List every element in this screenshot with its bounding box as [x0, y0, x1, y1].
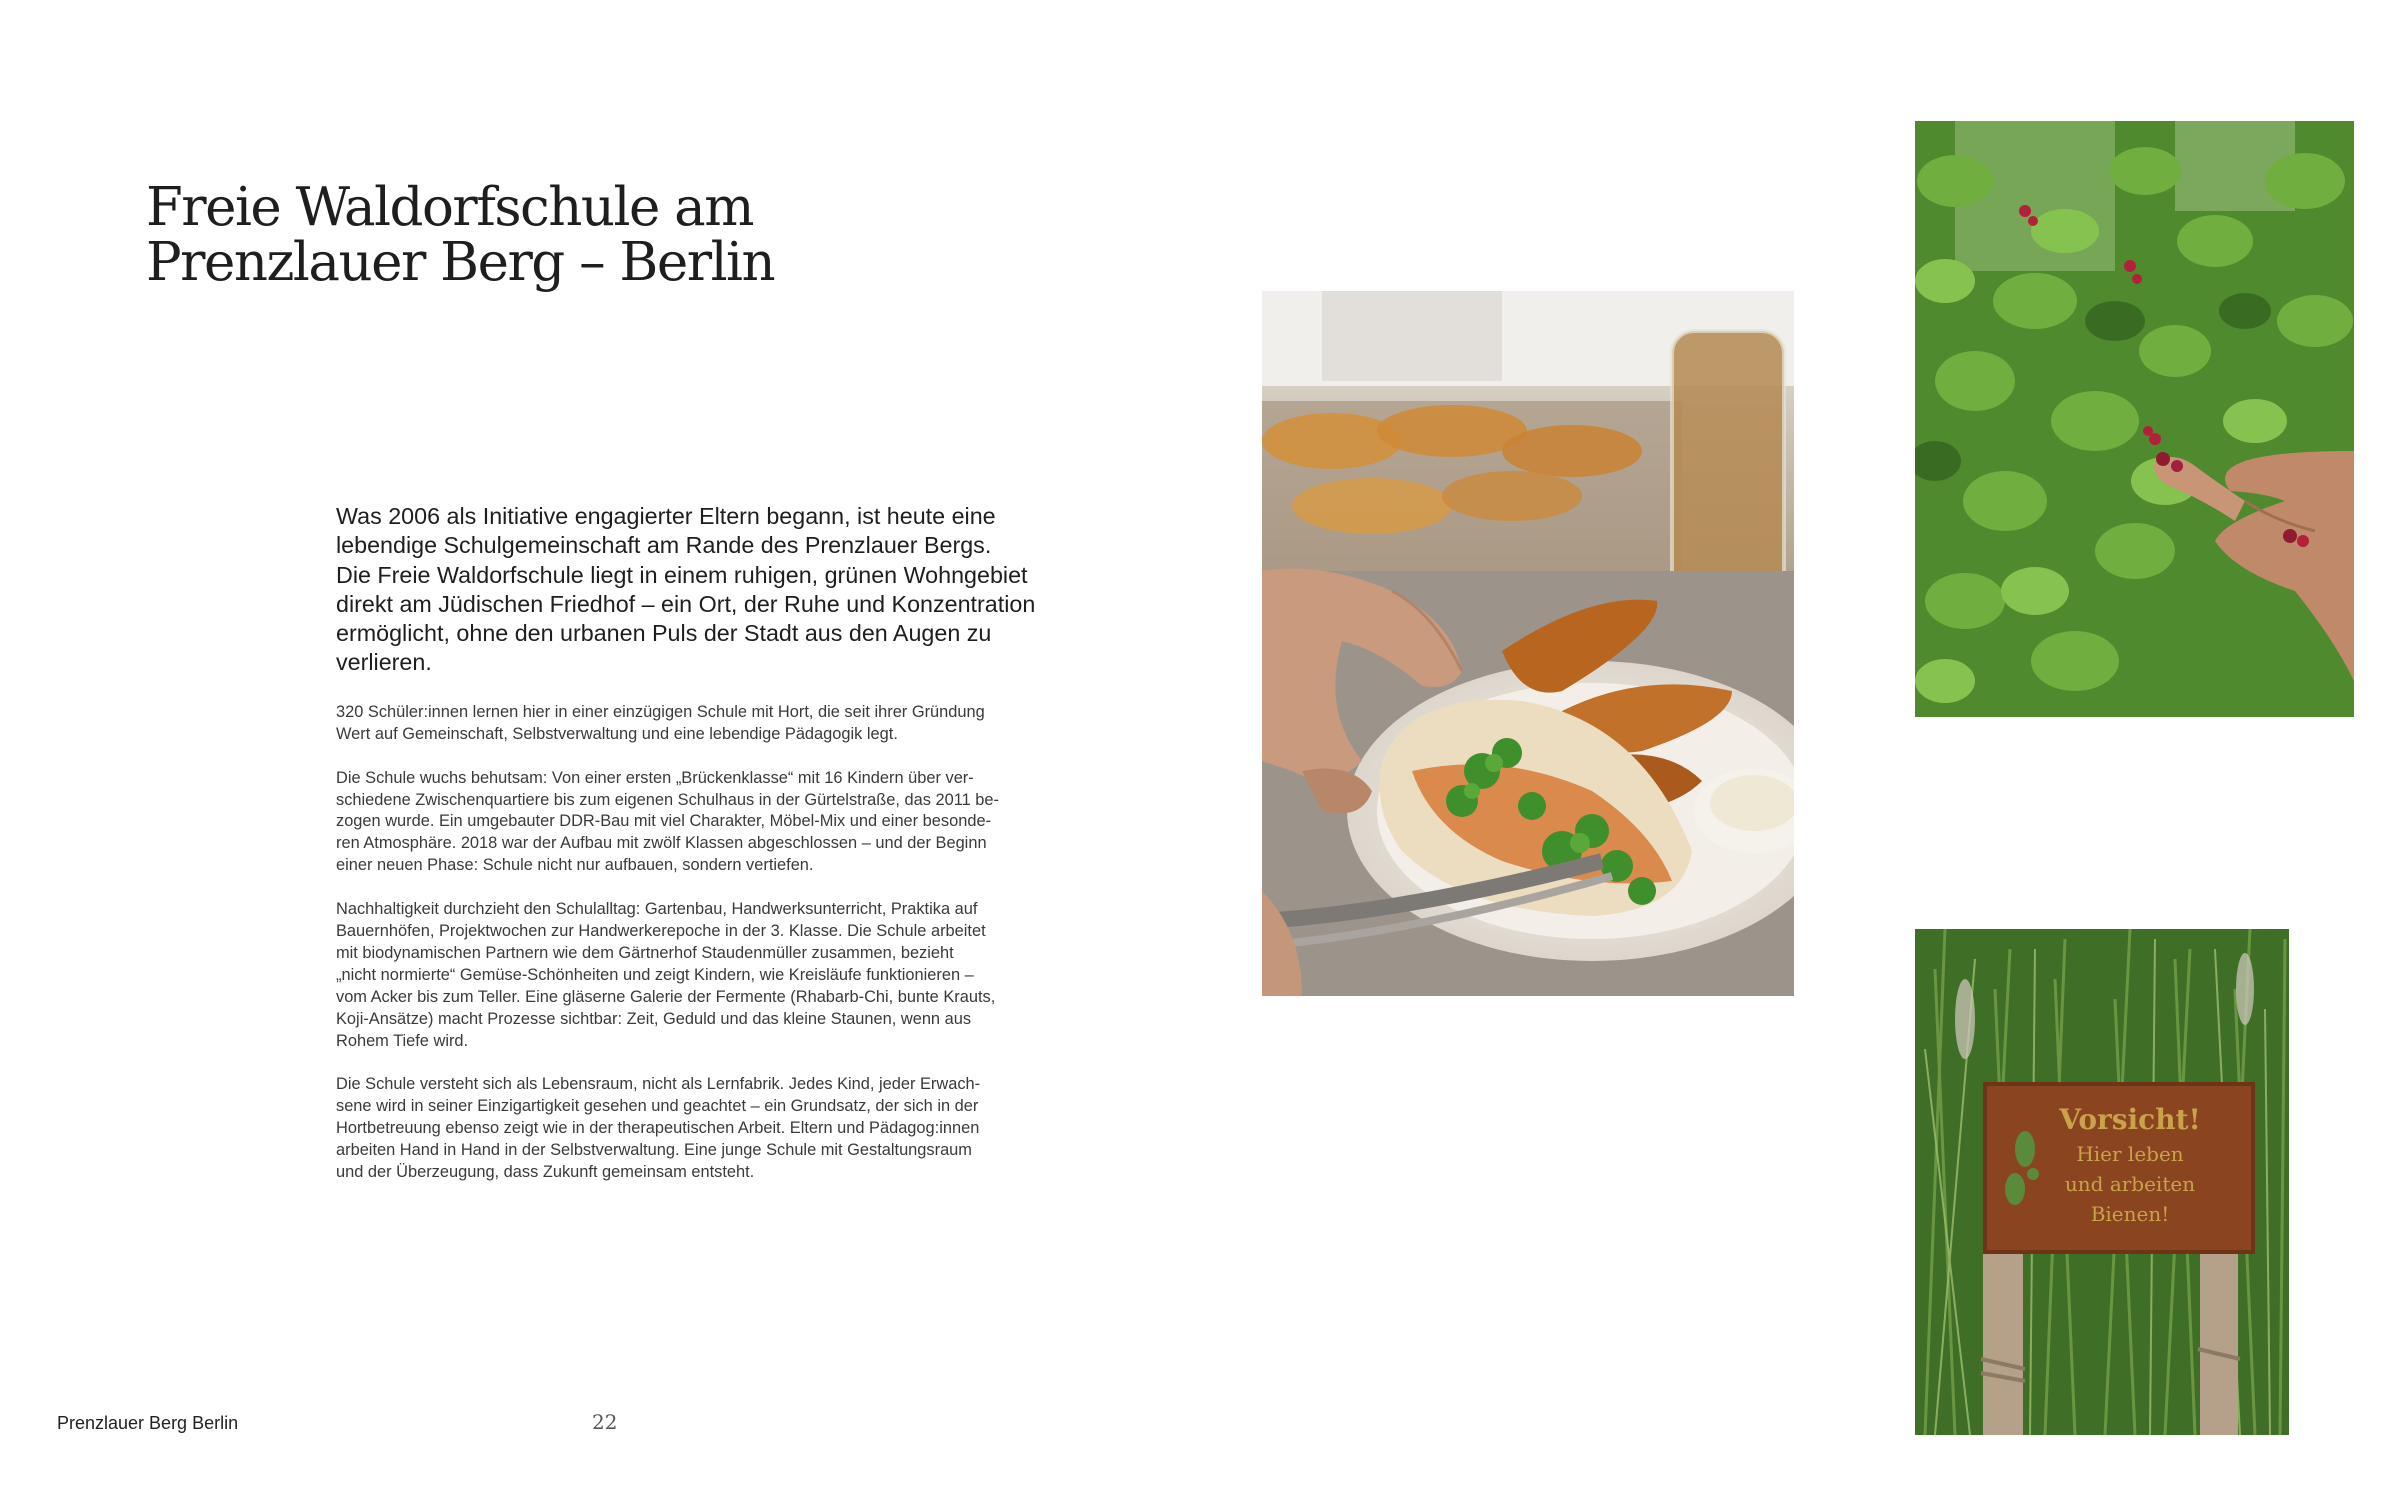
body-line: Nachhaltigkeit durchzieht den Schulalltag: Gartenbau, Handwerksunterricht, Praktika auf: [336, 900, 978, 919]
body-line: schiedene Zwischenquartiere bis zum eigenen Schulhaus in der Gürtelstraße, das 2011 be-: [336, 790, 999, 809]
body-line: einer neuen Phase: Schule nicht nur aufbauen, sondern vertiefen.: [336, 856, 814, 875]
running-footer: Prenzlauer Berg Berlin: [57, 1413, 239, 1433]
sign-text-line: und arbeiten: [2064, 1172, 2196, 1196]
body-line: mit biodynamischen Partnern wie dem Gärtnerhof Staudenmüller zusammen, bezieht: [336, 943, 954, 962]
berries-photo-illustration: [1915, 121, 2354, 717]
sign-text-line: Hier leben: [2076, 1142, 2184, 1166]
bee-sign-photo-illustration: [1915, 929, 2289, 1435]
page-title: [146, 177, 775, 293]
body-line: Wert auf Gemeinschaft, Selbstverwaltung und eine lebendige Pädagogik legt.: [336, 724, 898, 743]
article-text: [336, 502, 1056, 1206]
body-line: sene wird in seiner Einzigartigkeit gesehen und geachtet – ein Grundsatz, der sich in der: [336, 1097, 979, 1116]
body-line: arbeiten Hand in Hand in der Selbstverwaltung. Eine junge Schule mit Gestaltungsraum: [336, 1141, 972, 1160]
body-line: Die Schule versteht sich als Lebensraum, nicht als Lernfabrik. Jedes Kind, jeder Erwach-: [336, 1075, 981, 1094]
body-line: ren Atmosphäre. 2018 war der Aufbau mit zwölf Klassen abgeschlossen – und der Beginn: [336, 834, 987, 853]
title-line: Prenzlauer Berg – Berlin: [146, 232, 775, 293]
body-line: vom Acker bis zum Teller. Eine gläserne Galerie der Fermente (Rhabarb-Chi, bunte Krauts,: [336, 987, 996, 1006]
title-line: Freie Waldorfschule am: [146, 177, 754, 238]
body-paragraph-history: [336, 768, 1056, 878]
body-paragraph-sustainability: [336, 899, 1056, 1052]
sign-text-line: Bienen!: [2090, 1202, 2170, 1226]
body-line: zogen wurde. Ein umgebauter DDR-Bau mit viel Charakter, Möbel-Mix und einer besonde-: [336, 812, 992, 831]
body-line: Rohem Tiefe wird.: [336, 1031, 469, 1050]
page-number: 22: [592, 1410, 618, 1434]
body-paragraph-community: [336, 1074, 1056, 1184]
body-line: Koji-Ansätze) macht Prozesse sichtbar: Zeit, Geduld und das kleine Staunen, wenn aus: [336, 1009, 972, 1028]
sign-text-line: Vorsicht!: [2059, 1103, 2201, 1136]
food-photo-illustration: [1262, 291, 1794, 996]
body-line: „nicht normierte“ Gemüse-Schönheiten und zeigt Kindern, wie Kreisläufe funktionieren –: [336, 965, 974, 984]
berries-photo: [1915, 121, 2354, 717]
lead-line: verlieren.: [336, 649, 432, 676]
body-paragraph-students: [336, 702, 1056, 746]
lead-line: direkt am Jüdischen Friedhof – ein Ort, der Ruhe und Konzentration: [336, 590, 1036, 617]
bee-sign-photo: [1915, 929, 2289, 1435]
lead-line: Die Freie Waldorfschule liegt in einem ruhigen, grünen Wohngebiet: [336, 561, 1028, 588]
body-line: Die Schule wuchs behutsam: Von einer ersten „Brückenklasse“ mit 16 Kindern über ver-: [336, 768, 974, 787]
food-photo: [1262, 291, 1794, 996]
body-line: Bauernhöfen, Projektwochen zur Handwerkerepoche in der 3. Klasse. Die Schule arbeitet: [336, 922, 986, 941]
lead-line: ermöglicht, ohne den urbanen Puls der Stadt aus den Augen zu: [336, 620, 992, 647]
body-line: 320 Schüler:innen lernen hier in einer einzügigen Schule mit Hort, die seit ihrer Gründung: [336, 702, 985, 721]
lead-line: lebendige Schulgemeinschaft am Rande des Prenzlauer Bergs.: [336, 532, 992, 559]
lead-paragraph: [336, 502, 1056, 678]
lead-line: Was 2006 als Initiative engagierter Eltern begann, ist heute eine: [336, 503, 996, 529]
body-line: und der Überzeugung, dass Zukunft gemeinsam entsteht.: [336, 1163, 755, 1182]
body-line: Hortbetreuung ebenso zeigt wie in der therapeutischen Arbeit. Eltern und Pädagog:innen: [336, 1119, 980, 1138]
